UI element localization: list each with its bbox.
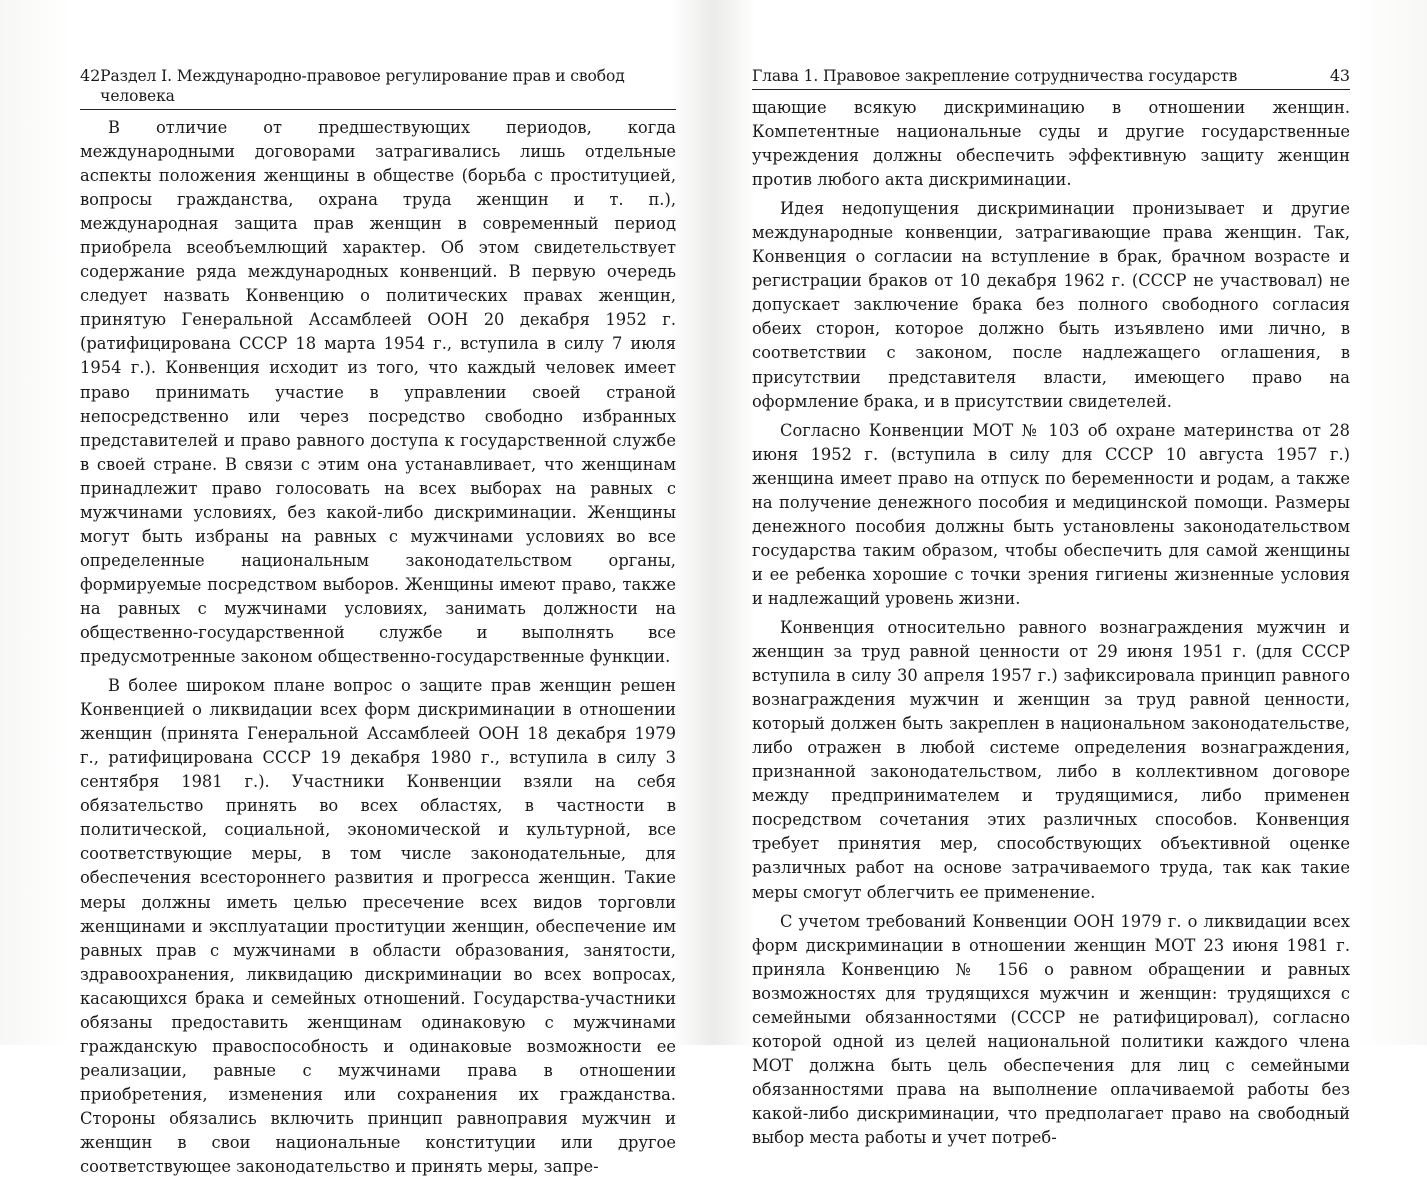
paragraph: Согласно Конвенции МОТ № 103 об охране материнства от 28 июня 1952 г. (вступила в силу для СССР 10 августа 1957 г.) женщина имеет право на отпуск по беременности и родам, а также на получение денежного пособия и медицинской помощи. Размеры денежного пособия должны быть установлены законодательством государства таким образом, чтобы обеспечить для самой женщины и ее ребенка хорошие с точки зрения гигиены жизненные условия и надлежащий уровень жизни.: [752, 420, 1350, 608]
right-page-body: [752, 96, 1350, 1150]
left-running-head: Раздел I. Международно-правовое регулирование прав и свобод человека: [100, 67, 625, 105]
right-page-number: 43: [1329, 66, 1350, 85]
left-page-number: 42: [80, 66, 101, 85]
paragraph: Конвенция относительно равного вознаграждения мужчин и женщин за труд равной ценности от 29 июня 1951 г. (для СССР вступила в силу 30 апреля 1957 г.) зафиксировала принцип равного вознаграждения мужчин и женщин за труд равной ценности, который должен быть закреплен в национальном законодательстве, либо отражен в любой системе определения вознаграждения, признанной законодательством, либо в коллективном договоре между предпринимателем и трудящимися, либо применен посредством сочетания этих различных способов. Конвенция требует принятия мер, способствующих объективной оценке различных работ на основе затрачиваемого труда, так как такие меры смогут облегчить ее применение.: [752, 617, 1350, 902]
paragraph: В более широком плане вопрос о защите прав женщин решен Конвенцией о ликвидации всех форм дискриминации в отношении женщин (принята Генеральной Ассамблеей ООН 18 декабря 1979 г., ратифицирована СССР 19 декабря 1980 г., вступила в силу 3 сентября 1981 г.). Участники Конвенции взяли на себя обязательство принять во всех областях, в частности в политической, социальной, экономической и культурной, все соответствующие меры, в том числе законодательные, для обеспечения всестороннего развития и прогресса женщин. Такие меры должны иметь целью пресечение всех видов торговли женщинами и эксплуатации проституции женщин, обеспечение им равных прав с мужчинами в области образования, занятости, здравоохранения, ликвидацию дискриминации во всех вопросах, касающихся брака и семейных отношений. Государства-участники обязаны предоставить женщинам одинаковую с мужчинами гражданскую правоспособность и одинаковые возможности ее реализации, равные с мужчинами права в отношении приобретения, изменения или сохранения их гражданства. Стороны обязались включить принцип равноправия мужчин и женщин в свои национальные конституции или другое соответствующее законодательство и принять меры, запре-: [80, 676, 676, 1177]
right-page: [752, 66, 1350, 1150]
left-page: [80, 66, 676, 1179]
right-running-head: Глава 1. Правовое закрепление сотрудничества государств: [752, 67, 1238, 85]
right-running-header: [752, 66, 1350, 90]
left-page-body: [80, 116, 676, 1179]
left-running-header: [80, 66, 676, 110]
paragraph: С учетом требований Конвенции ООН 1979 г. о ликвидации всех форм дискриминации в отношении женщин МОТ 23 июня 1981 г. приняла Конвенцию № 156 о равном обращении и равных возможностях для трудящихся мужчин и женщин: трудящихся с семейными обязанностями (СССР не ратифицировал), согласно которой одной из целей национальной политики каждого члена МОТ должна быть цель обеспечения для лиц с семейными обязанностями права на выполнение оплачиваемой работы без какой-либо дискриминации, что предполагает право на свободный выбор места работы и учет потреб-: [752, 911, 1350, 1147]
paragraph-continued: щающие всякую дискриминацию в отношении женщин. Компетентные национальные суды и другие государственные учреждения должны обеспечить эффективную защиту женщин против любого акта дискриминации.: [752, 98, 1350, 190]
paragraph: Идея недопущения дискриминации пронизывает и другие международные конвенции, затрагивающие права женщин. Так, Конвенция о согласии на вступление в брак, брачном возрасте и регистрации браков от 10 декабря 1962 г. (СССР не участвовал) не допускает заключение брака без полного свободного согласия обеих сторон, которое должно быть изъявлено ими лично, в соответствии с законом, после надлежащего оглашения, в присутствии представителя власти, имеющего право на оформление брака, и в присутствии свидетелей.: [752, 199, 1350, 411]
paragraph: В отличие от предшествующих периодов, когда международными договорами затрагивались лишь отдельные аспекты положения женщины в обществе (борьба с проституцией, вопросы гражданства, охрана труда женщин и т. п.), международная защита прав женщин в современный период приобрела всеобъемлющий характер. Об этом свидетельствует содержание ряда международных конвенций. В первую очередь следует назвать Конвенцию о политических правах женщин, принятую Генеральной Ассамблеей ООН 20 декабря 1952 г. (ратифицирована СССР 18 марта 1954 г., вступила в силу 7 июля 1954 г.). Конвенция исходит из того, что каждый человек имеет право принимать участие в управлении своей страной непосредственно или через посредство свободно избранных представителей и право равного доступа к государственной службе в своей стране. В связи с этим она устанавливает, что женщинам принадлежит право голосовать на всех выборах на равных с мужчинами условиях, без какой-либо дискриминации. Женщины могут быть избраны на равных с мужчинами условиях во все определенные национальным законодательством органы, формируемые посредством выборов. Женщины имеют право, также на равных с мужчинами условиях, занимать должности на общественно-государственной службе и выполнять все предусмотренные законом общественно-государственные функции.: [80, 118, 676, 667]
